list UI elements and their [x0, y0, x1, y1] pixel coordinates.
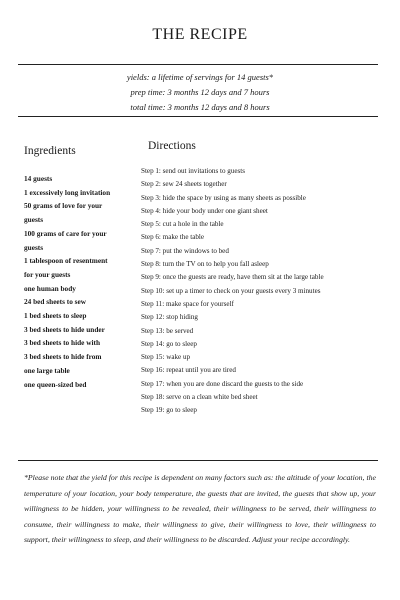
yields-text: yields: a lifetime of servings for 14 guests* — [126, 72, 274, 82]
direction-step: Step 8: turn the TV on to help you fall asleep — [141, 260, 269, 269]
ingredient-item: 1 excessively long invitation — [24, 187, 111, 197]
prep-time-text: prep time: 3 months 12 days and 7 hours — [130, 87, 270, 97]
ingredients-list — [24, 172, 124, 391]
ingredient-item: 1 tablespoon of resentment — [24, 256, 108, 266]
yield-note: *Please note that the yield for this recipe is dependent on many factors such as: the altitude of your location, the temperature of your location, your body temperature, the guests that are invited, the guests that show up, your willingness to be hidden, your willingness to be revealed, their willingness to be served, their willingness to consume, their willingness to make, their willingness to give, their willingness to love, their willingness to support, their willingness to sleep, and their willingness to be discarded. Adjust your recipe accordingly. — [24, 473, 376, 545]
ingredient-item: one large table — [24, 365, 70, 375]
direction-step: Step 12: stop hiding — [141, 313, 198, 322]
direction-step: Step 18: serve on a clean white bed sheet — [141, 393, 258, 402]
directions-heading: Directions — [148, 140, 196, 152]
ingredient-item: for your guests — [24, 269, 71, 279]
direction-step: Step 14: go to sleep — [141, 339, 197, 348]
direction-step: Step 17: when you are done discard the guests to the side — [141, 379, 304, 388]
ingredient-item: 100 grams of care for your — [24, 228, 107, 238]
total-time-text: total time: 3 months 12 days and 8 hours — [130, 102, 270, 112]
direction-step: Step 5: cut a hole in the table — [141, 220, 224, 229]
ingredient-item: one human body — [24, 283, 76, 293]
ingredients-heading: Ingredients — [24, 145, 76, 157]
ingredient-item: 1 bed sheets to sleep — [24, 311, 87, 321]
direction-step: Step 11: make space for yourself — [141, 299, 234, 308]
direction-step: Step 3: hide the space by using as many sheets as possible — [141, 193, 306, 202]
direction-step: Step 13: be served — [141, 326, 194, 335]
ingredient-item: 3 bed sheets to hide with — [24, 338, 101, 348]
direction-step: Step 10: set up a timer to check on your guests every 3 minutes — [141, 286, 321, 295]
ingredient-item: 24 bed sheets to sew — [24, 297, 87, 307]
directions-list — [141, 165, 381, 418]
direction-step: Step 4: hide your body under one giant sheet — [141, 206, 268, 215]
ingredient-item: 14 guests — [24, 174, 53, 183]
recipe-meta — [0, 70, 400, 115]
direction-step: Step 9: once the guests are ready, have them sit at the large table — [141, 273, 324, 282]
ingredient-item: 3 bed sheets to hide under — [24, 324, 105, 334]
top-divider — [18, 64, 378, 65]
direction-step: Step 6: make the table — [141, 233, 205, 242]
direction-step: Step 16: repeat until you are tired — [141, 366, 236, 375]
ingredient-item: guests — [24, 215, 44, 225]
direction-step: Step 2: sew 24 sheets together — [141, 180, 227, 189]
direction-step: Step 1: send out invitations to guests — [141, 167, 246, 175]
page-title: THE RECIPE — [152, 26, 248, 43]
ingredient-item: guests — [24, 242, 44, 252]
direction-step: Step 15: wake up — [141, 353, 191, 362]
direction-step: Step 7: put the windows to bed — [141, 246, 229, 255]
direction-step: Step 19: go to sleep — [141, 406, 197, 415]
note-divider — [18, 460, 378, 461]
ingredient-item: 3 bed sheets to hide from — [24, 352, 102, 362]
ingredient-item: one queen-sized bed — [24, 379, 87, 389]
meta-divider — [18, 116, 378, 117]
ingredient-item: 50 grams of love for your — [24, 201, 103, 211]
